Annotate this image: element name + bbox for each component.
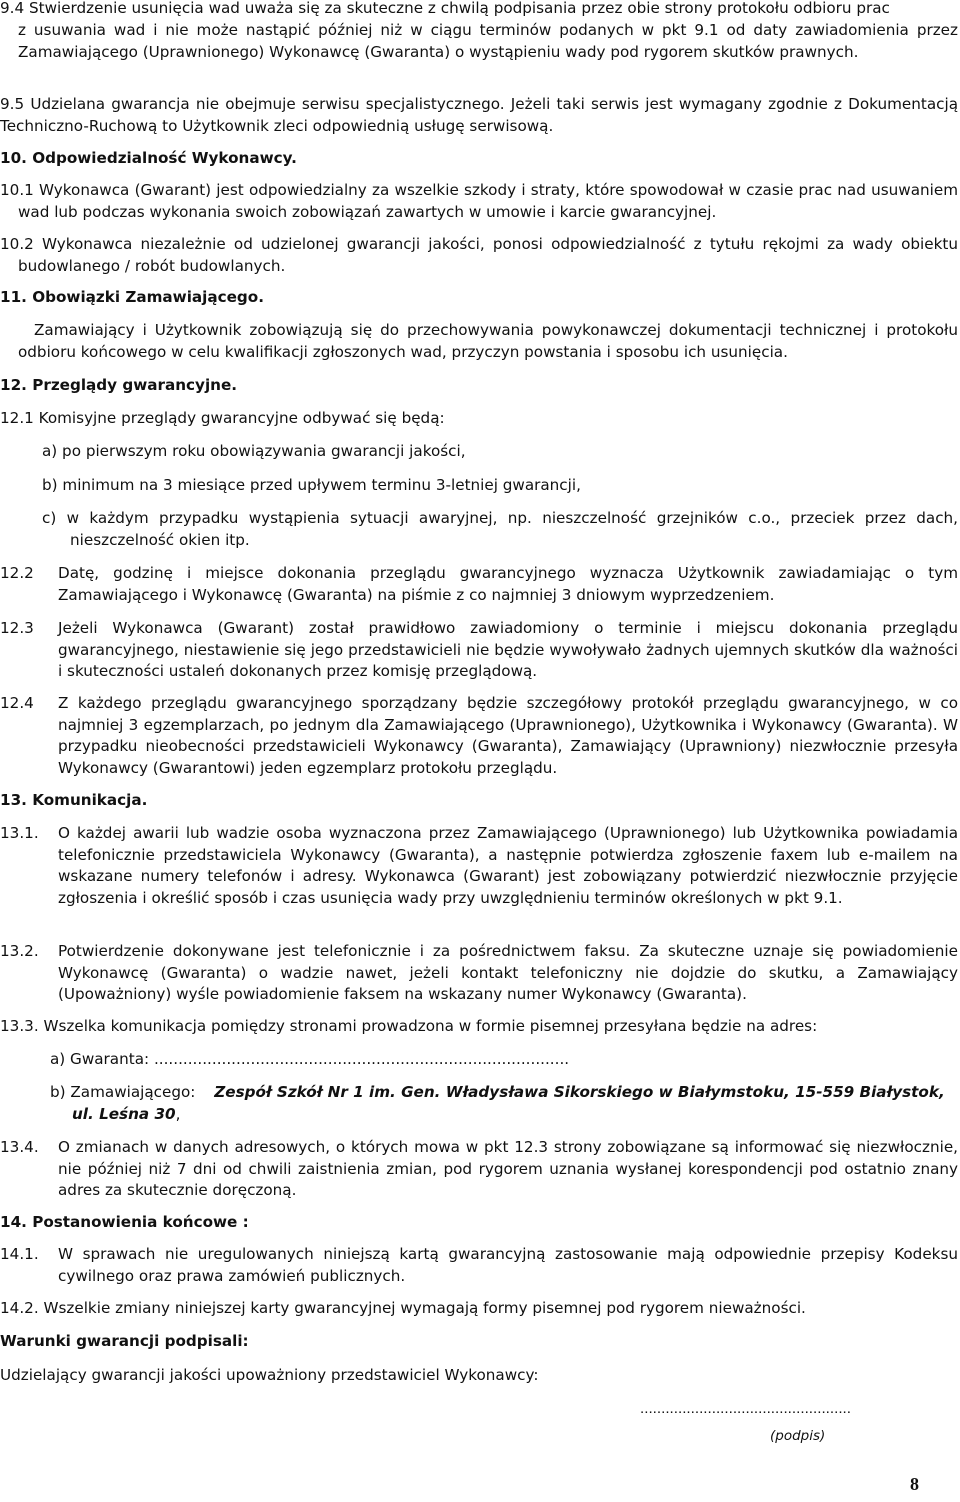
list-item-13-3-a: a) Gwaranta: ......................................................................................	[50, 1050, 570, 1068]
para-12-3-number: 12.3	[0, 619, 34, 637]
list-item-12-1-b: b) minimum na 3 miesiące przed upływem terminu 3-letniej gwarancji,	[42, 476, 581, 494]
para-12-2-number: 12.2	[0, 564, 34, 582]
address-zamawiajacy: Zespół Szkół Nr 1 im. Gen. Władysława Sikorskiego w Białymstoku, 15-559 Białystok,	[214, 1083, 945, 1101]
para-13-1-number: 13.1.	[0, 824, 39, 842]
heading-section-10: 10. Odpowiedzialność Wykonawcy.	[0, 149, 297, 167]
para-13-3: 13.3. Wszelka komunikacja pomiędzy stronami prowadzona w formie pisemnej przesyłana będzie na adres:	[0, 1017, 818, 1035]
address-comma: ,	[175, 1105, 181, 1123]
para-9-5-body: Jeżeli taki serwis jest wymagany zgodnie z Dokumentacją Techniczno-Ruchową to Użytkownik zleci odpowiednią usługę serwisową.	[0, 95, 959, 135]
list-item-12-1-a: a) po pierwszym roku obowiązywania gwarancji jakości,	[42, 442, 466, 460]
para-12-4-number: 12.4	[0, 694, 34, 712]
para-12-1: 12.1 Komisyjne przeglądy gwarancyjne odbywać się będą:	[0, 409, 445, 427]
para-14-2: 14.2. Wszelkie zmiany niniejszej karty gwarancyjnej wymagają formy pisemnej pod rygorem nieważności.	[0, 1299, 806, 1317]
para-12-3: Jeżeli Wykonawca (Gwarant) został prawidłowo zawiadomiony o terminie i miejscu dokonania przeglądu gwarancyjnego, niestawienie się jego przedstawicieli nie będzie wywoływało żadnych ujemnych skutków dla ważności i skuteczności ustaleń dokonanych przez komisję przeglądową.	[58, 619, 958, 680]
udzielajacy-label: Udzielający gwarancji jakości upoważniony przedstawiciel Wykonawcy:	[0, 1366, 539, 1384]
signature-line: ..................................................	[640, 1400, 851, 1417]
heading-section-11: 11. Obowiązki Zamawiającego.	[0, 288, 264, 306]
para-13-1: O każdej awarii lub wadzie osoba wyznaczona przez Zamawiającego (Uprawnionego) lub Użytkownika powiadamia telefonicznie przedstawiciela Wykonawcy (Gwaranta), a następnie potwierdza zgłoszenie faxem lub e-mailem na wskazane numery telefonów i adresy. Wykonawca (Gwarant) jest zobowiązany potwierdzić niezwłocznie przyjęcie zgłoszenia i określić sposób i czas usunięcia wady przy uwzględnieniu terminów określonych w pkt 9.1.	[58, 824, 958, 907]
para-10-2: 10.2 Wykonawca niezależnie od udzielonej gwarancji jakości, ponosi odpowiedzialność z tytułu rękojmi za wady obiektu budowlanego / robót budowlanych.	[0, 235, 958, 275]
para-10-1: 10.1 Wykonawca (Gwarant) jest odpowiedzialny za wszelkie szkody i straty, które spowodował w czasie prac nad usuwaniem wad lub podczas wykonania swoich zobowiązań zawartych w umowie i karcie gwarancyjnej.	[0, 181, 958, 221]
signature-label: (podpis)	[770, 1428, 826, 1444]
para-14-1: W sprawach nie uregulowanych niniejszą kartą gwarancyjną zastosowanie mają odpowiednie przepisy Kodeksu cywilnego oraz prawa zamówień publicznych.	[58, 1245, 958, 1285]
para-13-4-number: 13.4.	[0, 1138, 39, 1156]
para-12-4: Z każdego przeglądu gwarancyjnego sporządzany będzie szczegółowy protokół przeglądu gwarancyjnego, w co najmniej 3 egzemplarzach, po jednym dla Zamawiającego (Uprawnionego), Użytkownika i Wykonawcy (Gwaranta). W przypadku nieobecności przedstawicieli Wykonawcy (Gwaranta), Zamawiający (Uprawniony) niezwłocznie przesyła Wykonawcy (Gwarantowi) jeden egzemplarz protokołu przeglądu.	[58, 694, 958, 777]
list-item-12-1-c: c) w każdym przypadku wystąpienia sytuacji awaryjnej, np. nieszczelność grzejników c.o., przeciek przez dach, nieszczelność okien itp.	[42, 509, 958, 549]
para-9-4-rest: z usuwania wad i nie może nastąpić później niż w ciągu terminów podanych w pkt 9.1 od daty zawiadomienia przez Zamawiającego (Uprawnionego) Wykonawcę (Gwaranta) o wystąpieniu wady pod rygorem skutków prawnych.	[18, 21, 958, 61]
para-14-1-number: 14.1.	[0, 1245, 39, 1263]
list-item-13-3-b-label: b) Zamawiającego:	[50, 1083, 196, 1101]
list-item-13-3-b-cont	[72, 1104, 180, 1126]
heading-section-14: 14. Postanowienia końcowe :	[0, 1213, 249, 1231]
para-9-5	[0, 94, 958, 137]
para-9-4-line1: 9.4 Stwierdzenie usunięcia wad uważa się za skuteczne z chwilą podpisania przez obie strony protokołu odbioru prac	[0, 0, 890, 17]
para-11: Zamawiający i Użytkownik zobowiązują się do przechowywania powykonawczej dokumentacji technicznej i protokołu odbioru końcowego w celu kwalifikacji zgłoszonych wad, przyczyn powstania i sposobu ich usunięcia.	[18, 321, 958, 361]
page-number: 8	[910, 1474, 919, 1494]
para-13-2-number: 13.2.	[0, 942, 39, 960]
para-13-2: Potwierdzenie dokonywane jest telefonicznie i za pośrednictwem faksu. Za skuteczne uznaje się powiadomienie Wykonawcę (Gwaranta) o wadzie nawet, jeżeli kontakt telefoniczny nie dojdzie do skutku, a Zamawiający (Upoważniony) wyśle powiadomienie faksem na wskazany numer Wykonawcy (Gwaranta).	[58, 942, 958, 1003]
warunki-heading: Warunki gwarancji podpisali:	[0, 1332, 249, 1350]
list-item-13-3-b	[50, 1082, 958, 1104]
heading-section-13: 13. Komunikacja.	[0, 791, 148, 809]
heading-section-12: 12. Przeglądy gwarancyjne.	[0, 376, 238, 394]
para-9-5-title: 9.5 Udzielana gwarancja nie obejmuje serwisu specjalistycznego.	[0, 95, 505, 113]
para-12-2: Datę, godzinę i miejsce dokonania przeglądu gwarancyjnego wyznacza Użytkownik zawiadamiając o tym Zamawiającego i Wykonawcę (Gwaranta) na piśmie z co najmniej 3 dniowym wyprzedzeniem.	[58, 564, 958, 604]
address-zamawiajacy-street: ul. Leśna 30	[72, 1105, 176, 1123]
para-13-4: O zmianach w danych adresowych, o których mowa w pkt 12.3 strony zobowiązane są informować się niezwłocznie, nie później niż 7 dni od chwili zaistnienia zmian, pod rygorem uznania wysłanej korespondencji pod ostatnio znany adres za skutecznie doręczoną.	[58, 1138, 958, 1199]
